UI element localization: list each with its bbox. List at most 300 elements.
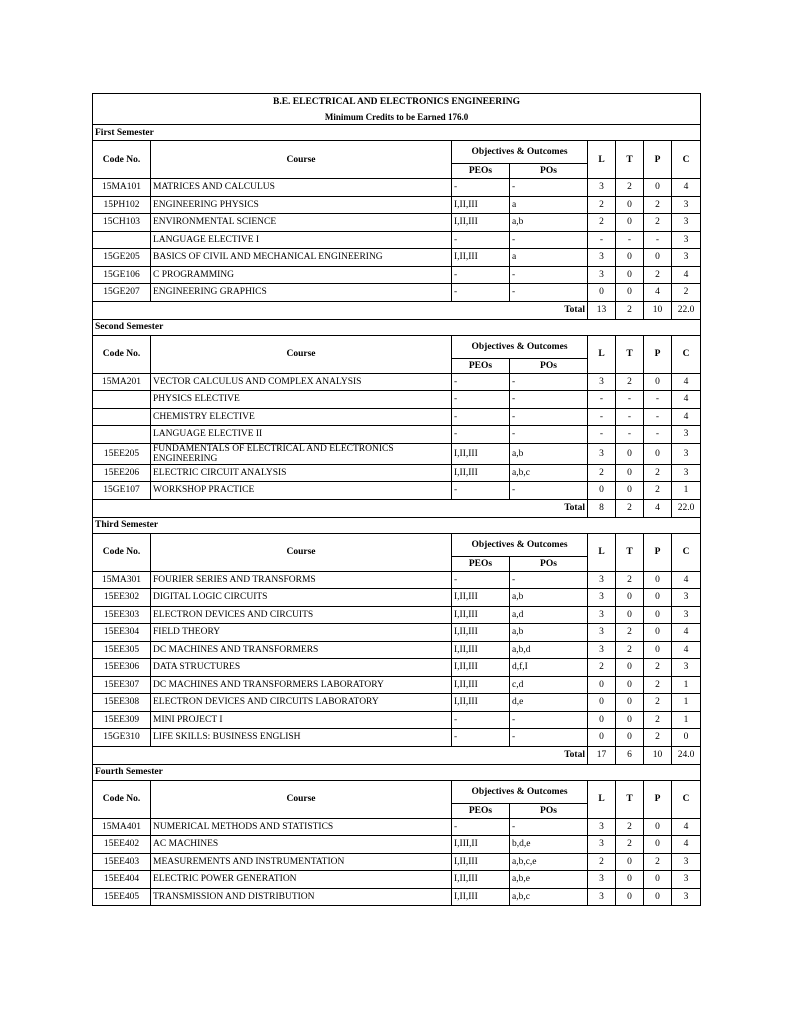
header-code: Code No.: [93, 335, 151, 373]
course-pos: a,b,c: [510, 464, 588, 482]
course-t: 0: [616, 711, 644, 729]
course-l: 3: [588, 266, 616, 284]
course-l: 3: [588, 888, 616, 906]
course-code: 15EE405: [93, 888, 151, 906]
course-row: [93, 606, 701, 624]
course-l: -: [588, 408, 616, 426]
course-t: 0: [616, 249, 644, 267]
course-code: 15GE205: [93, 249, 151, 267]
course-t: 0: [616, 589, 644, 607]
course-c: 3: [672, 871, 701, 889]
course-c: 3: [672, 464, 701, 482]
course-code: 15EE303: [93, 606, 151, 624]
course-c: 3: [672, 196, 701, 214]
course-t: -: [616, 408, 644, 426]
course-t: 0: [616, 676, 644, 694]
total-l: 17: [588, 746, 616, 764]
course-pos: -: [510, 284, 588, 302]
course-l: 3: [588, 443, 616, 464]
semester-total-row: [93, 746, 701, 764]
course-row: [93, 426, 701, 444]
course-pos: -: [510, 231, 588, 249]
course-peos: I,II,III: [452, 659, 510, 677]
header-code: Code No.: [93, 533, 151, 571]
header-pos: POs: [510, 803, 588, 818]
course-row: [93, 284, 701, 302]
header-code: Code No.: [93, 141, 151, 179]
column-header-row: [93, 780, 701, 803]
course-name: ENGINEERING GRAPHICS: [151, 284, 452, 302]
course-pos: -: [510, 571, 588, 589]
course-t: 0: [616, 694, 644, 712]
header-objectives-outcomes: Objectives & Outcomes: [452, 335, 588, 358]
course-c: 3: [672, 659, 701, 677]
course-p: 0: [644, 641, 672, 659]
course-l: 0: [588, 711, 616, 729]
total-l: 8: [588, 499, 616, 517]
total-p: 4: [644, 499, 672, 517]
course-c: 4: [672, 373, 701, 391]
course-p: 2: [644, 214, 672, 232]
course-p: -: [644, 391, 672, 409]
course-l: 3: [588, 589, 616, 607]
course-c: 4: [672, 266, 701, 284]
course-pos: a,b: [510, 589, 588, 607]
course-row: [93, 694, 701, 712]
semester-title: First Semester: [93, 125, 701, 141]
course-t: 2: [616, 373, 644, 391]
course-p: 0: [644, 373, 672, 391]
course-l: 0: [588, 694, 616, 712]
course-name: AC MACHINES: [151, 836, 452, 854]
course-p: 0: [644, 624, 672, 642]
course-p: 0: [644, 606, 672, 624]
course-c: 4: [672, 179, 701, 197]
course-c: 2: [672, 284, 701, 302]
course-c: 4: [672, 818, 701, 836]
course-name: ELECTRIC CIRCUIT ANALYSIS: [151, 464, 452, 482]
course-p: 0: [644, 179, 672, 197]
course-code: 15EE306: [93, 659, 151, 677]
course-code: 15EE308: [93, 694, 151, 712]
course-t: 2: [616, 624, 644, 642]
course-code: 15MA101: [93, 179, 151, 197]
course-row: [93, 196, 701, 214]
course-row: [93, 391, 701, 409]
course-c: 0: [672, 729, 701, 747]
header-objectives-outcomes: Objectives & Outcomes: [452, 533, 588, 556]
course-name: CHEMISTRY ELECTIVE: [151, 408, 452, 426]
course-code: 15EE205: [93, 443, 151, 464]
course-name: ELECTRON DEVICES AND CIRCUITS LABORATORY: [151, 694, 452, 712]
course-c: 3: [672, 606, 701, 624]
course-l: -: [588, 426, 616, 444]
course-p: 2: [644, 196, 672, 214]
course-code: 15PH102: [93, 196, 151, 214]
course-p: 2: [644, 676, 672, 694]
course-peos: -: [452, 266, 510, 284]
course-code: 15EE304: [93, 624, 151, 642]
course-name: DC MACHINES AND TRANSFORMERS: [151, 641, 452, 659]
course-name: FUNDAMENTALS OF ELECTRICAL AND ELECTRONICS ENGINEERING: [151, 443, 452, 464]
header-l: L: [588, 533, 616, 571]
course-c: 3: [672, 231, 701, 249]
header-course: Course: [151, 141, 452, 179]
curriculum-table: [92, 93, 701, 906]
course-code: 15EE309: [93, 711, 151, 729]
course-name: MINI PROJECT I: [151, 711, 452, 729]
course-row: [93, 179, 701, 197]
course-code: [93, 231, 151, 249]
total-label: Total: [93, 746, 588, 764]
course-peos: I,II,III: [452, 214, 510, 232]
course-p: 0: [644, 571, 672, 589]
course-row: [93, 571, 701, 589]
total-l: 13: [588, 301, 616, 319]
course-peos: I,II,III: [452, 196, 510, 214]
header-c: C: [672, 780, 701, 818]
column-header-row: [93, 141, 701, 164]
course-name: DIGITAL LOGIC CIRCUITS: [151, 589, 452, 607]
course-pos: d,e: [510, 694, 588, 712]
header-objectives-outcomes: Objectives & Outcomes: [452, 780, 588, 803]
course-p: 2: [644, 464, 672, 482]
course-row: [93, 482, 701, 500]
course-row: [93, 836, 701, 854]
semester-heading-row: [93, 764, 701, 780]
course-name: LIFE SKILLS: BUSINESS ENGLISH: [151, 729, 452, 747]
course-p: 0: [644, 871, 672, 889]
course-name: FOURIER SERIES AND TRANSFORMS: [151, 571, 452, 589]
course-name: LANGUAGE ELECTIVE I: [151, 231, 452, 249]
total-c: 22.0: [672, 499, 701, 517]
course-row: [93, 888, 701, 906]
course-row: [93, 266, 701, 284]
course-pos: a,b,c: [510, 888, 588, 906]
total-p: 10: [644, 746, 672, 764]
course-row: [93, 624, 701, 642]
course-t: 2: [616, 641, 644, 659]
header-l: L: [588, 335, 616, 373]
course-pos: -: [510, 266, 588, 284]
course-pos: a,d: [510, 606, 588, 624]
course-peos: -: [452, 571, 510, 589]
course-p: 0: [644, 888, 672, 906]
course-row: [93, 443, 701, 464]
course-code: 15GE207: [93, 284, 151, 302]
course-c: 1: [672, 676, 701, 694]
course-c: 3: [672, 443, 701, 464]
course-c: 4: [672, 624, 701, 642]
course-pos: -: [510, 818, 588, 836]
course-pos: -: [510, 426, 588, 444]
course-pos: a: [510, 196, 588, 214]
course-p: 2: [644, 266, 672, 284]
course-l: 2: [588, 464, 616, 482]
course-l: 3: [588, 641, 616, 659]
header-c: C: [672, 141, 701, 179]
course-l: 0: [588, 284, 616, 302]
header-course: Course: [151, 335, 452, 373]
course-row: [93, 711, 701, 729]
course-name: NUMERICAL METHODS AND STATISTICS: [151, 818, 452, 836]
course-pos: -: [510, 391, 588, 409]
course-code: 15MA301: [93, 571, 151, 589]
header-t: T: [616, 335, 644, 373]
course-name: VECTOR CALCULUS AND COMPLEX ANALYSIS: [151, 373, 452, 391]
header-course: Course: [151, 533, 452, 571]
course-t: 0: [616, 214, 644, 232]
course-peos: -: [452, 729, 510, 747]
course-peos: I,II,III: [452, 888, 510, 906]
course-c: 4: [672, 836, 701, 854]
course-p: -: [644, 426, 672, 444]
header-c: C: [672, 335, 701, 373]
course-peos: -: [452, 426, 510, 444]
course-c: 4: [672, 408, 701, 426]
course-c: 1: [672, 482, 701, 500]
course-code: 15GE107: [93, 482, 151, 500]
course-peos: -: [452, 231, 510, 249]
course-pos: a,b: [510, 624, 588, 642]
course-t: 0: [616, 659, 644, 677]
course-name: ENVIRONMENTAL SCIENCE: [151, 214, 452, 232]
course-code: 15EE206: [93, 464, 151, 482]
course-row: [93, 214, 701, 232]
course-name: MEASUREMENTS AND INSTRUMENTATION: [151, 853, 452, 871]
course-pos: a,b: [510, 214, 588, 232]
course-p: 2: [644, 711, 672, 729]
header-p: P: [644, 533, 672, 571]
course-peos: I,II,III: [452, 694, 510, 712]
course-p: 0: [644, 589, 672, 607]
course-t: 0: [616, 888, 644, 906]
total-p: 10: [644, 301, 672, 319]
header-objectives-outcomes: Objectives & Outcomes: [452, 141, 588, 164]
credits-subtitle: Minimum Credits to be Earned 176.0: [93, 110, 701, 125]
course-code: [93, 408, 151, 426]
total-label: Total: [93, 301, 588, 319]
header-course: Course: [151, 780, 452, 818]
course-c: 3: [672, 214, 701, 232]
header-p: P: [644, 780, 672, 818]
course-code: 15MA201: [93, 373, 151, 391]
course-row: [93, 853, 701, 871]
course-l: 3: [588, 606, 616, 624]
header-l: L: [588, 141, 616, 179]
course-code: [93, 426, 151, 444]
course-l: 0: [588, 729, 616, 747]
header-p: P: [644, 141, 672, 179]
course-t: -: [616, 231, 644, 249]
course-pos: -: [510, 373, 588, 391]
course-c: 3: [672, 249, 701, 267]
course-peos: I,II,III: [452, 676, 510, 694]
course-l: 0: [588, 676, 616, 694]
course-row: [93, 249, 701, 267]
header-t: T: [616, 533, 644, 571]
course-name: ELECTRIC POWER GENERATION: [151, 871, 452, 889]
header-code: Code No.: [93, 780, 151, 818]
course-peos: -: [452, 408, 510, 426]
total-t: 6: [616, 746, 644, 764]
course-t: 2: [616, 179, 644, 197]
course-t: 0: [616, 196, 644, 214]
semester-heading-row: [93, 517, 701, 533]
course-c: 3: [672, 589, 701, 607]
course-t: 0: [616, 464, 644, 482]
semester-total-row: [93, 499, 701, 517]
course-l: 3: [588, 179, 616, 197]
column-header-row: [93, 533, 701, 556]
course-peos: I,II,III: [452, 443, 510, 464]
course-peos: I,II,III: [452, 249, 510, 267]
course-p: 2: [644, 659, 672, 677]
course-l: 3: [588, 373, 616, 391]
course-t: 0: [616, 871, 644, 889]
course-pos: -: [510, 729, 588, 747]
course-p: 0: [644, 836, 672, 854]
course-code: 15CH103: [93, 214, 151, 232]
course-name: FIELD THEORY: [151, 624, 452, 642]
course-p: 2: [644, 729, 672, 747]
course-t: 2: [616, 836, 644, 854]
course-peos: -: [452, 818, 510, 836]
course-code: 15MA401: [93, 818, 151, 836]
course-c: 4: [672, 571, 701, 589]
course-p: 0: [644, 443, 672, 464]
course-t: 0: [616, 853, 644, 871]
course-row: [93, 464, 701, 482]
total-c: 22.0: [672, 301, 701, 319]
course-l: 3: [588, 249, 616, 267]
course-name: DATA STRUCTURES: [151, 659, 452, 677]
course-code: 15EE404: [93, 871, 151, 889]
course-peos: I,II,III: [452, 853, 510, 871]
course-peos: I,II,III: [452, 871, 510, 889]
course-c: 1: [672, 694, 701, 712]
curriculum-sheet: [92, 93, 700, 906]
course-row: [93, 729, 701, 747]
semester-title: Second Semester: [93, 319, 701, 335]
course-peos: -: [452, 179, 510, 197]
total-t: 2: [616, 301, 644, 319]
course-l: 2: [588, 196, 616, 214]
course-l: 3: [588, 624, 616, 642]
course-peos: I,II,III: [452, 624, 510, 642]
course-code: 15EE403: [93, 853, 151, 871]
course-c: 4: [672, 391, 701, 409]
header-pos: POs: [510, 358, 588, 373]
course-l: -: [588, 231, 616, 249]
total-c: 24.0: [672, 746, 701, 764]
course-l: -: [588, 391, 616, 409]
course-name: C PROGRAMMING: [151, 266, 452, 284]
course-t: 0: [616, 443, 644, 464]
header-pos: POs: [510, 556, 588, 571]
course-code: 15EE402: [93, 836, 151, 854]
course-l: 2: [588, 659, 616, 677]
semester-total-row: [93, 301, 701, 319]
course-l: 3: [588, 818, 616, 836]
course-p: -: [644, 408, 672, 426]
header-t: T: [616, 141, 644, 179]
course-peos: -: [452, 373, 510, 391]
header-peos: PEOs: [452, 556, 510, 571]
course-code: 15GE106: [93, 266, 151, 284]
course-peos: I,II,III: [452, 606, 510, 624]
course-t: 0: [616, 482, 644, 500]
semester-title: Third Semester: [93, 517, 701, 533]
course-t: 2: [616, 571, 644, 589]
course-name: DC MACHINES AND TRANSFORMERS LABORATORY: [151, 676, 452, 694]
document-title: B.E. ELECTRICAL AND ELECTRONICS ENGINEERING: [93, 94, 701, 111]
course-l: 3: [588, 836, 616, 854]
semester-heading-row: [93, 125, 701, 141]
course-peos: -: [452, 482, 510, 500]
course-pos: a,b,d: [510, 641, 588, 659]
course-c: 3: [672, 853, 701, 871]
header-p: P: [644, 335, 672, 373]
course-pos: a,b,e: [510, 871, 588, 889]
course-pos: -: [510, 408, 588, 426]
course-row: [93, 641, 701, 659]
course-pos: c,d: [510, 676, 588, 694]
course-t: -: [616, 391, 644, 409]
course-row: [93, 659, 701, 677]
header-pos: POs: [510, 164, 588, 179]
course-l: 3: [588, 871, 616, 889]
course-t: -: [616, 426, 644, 444]
course-code: 15EE305: [93, 641, 151, 659]
course-p: 0: [644, 818, 672, 836]
course-code: 15EE302: [93, 589, 151, 607]
course-pos: a,b: [510, 443, 588, 464]
course-l: 3: [588, 571, 616, 589]
course-p: 2: [644, 853, 672, 871]
course-peos: I,II,III: [452, 464, 510, 482]
course-code: [93, 391, 151, 409]
course-row: [93, 373, 701, 391]
course-c: 1: [672, 711, 701, 729]
course-t: 0: [616, 266, 644, 284]
course-t: 2: [616, 818, 644, 836]
header-peos: PEOs: [452, 358, 510, 373]
course-p: 0: [644, 249, 672, 267]
course-row: [93, 871, 701, 889]
course-t: 0: [616, 729, 644, 747]
course-peos: I,II,III: [452, 589, 510, 607]
header-t: T: [616, 780, 644, 818]
course-code: 15GE310: [93, 729, 151, 747]
course-p: -: [644, 231, 672, 249]
course-name: TRANSMISSION AND DISTRIBUTION: [151, 888, 452, 906]
total-label: Total: [93, 499, 588, 517]
course-row: [93, 589, 701, 607]
course-pos: a,b,c,e: [510, 853, 588, 871]
semester-heading-row: [93, 319, 701, 335]
course-peos: I,II,III: [452, 641, 510, 659]
course-name: ELECTRON DEVICES AND CIRCUITS: [151, 606, 452, 624]
course-c: 4: [672, 641, 701, 659]
course-l: 2: [588, 853, 616, 871]
course-t: 0: [616, 606, 644, 624]
course-name: BASICS OF CIVIL AND MECHANICAL ENGINEERING: [151, 249, 452, 267]
column-header-row: [93, 335, 701, 358]
header-peos: PEOs: [452, 803, 510, 818]
curriculum-body: [93, 94, 701, 906]
course-peos: -: [452, 284, 510, 302]
